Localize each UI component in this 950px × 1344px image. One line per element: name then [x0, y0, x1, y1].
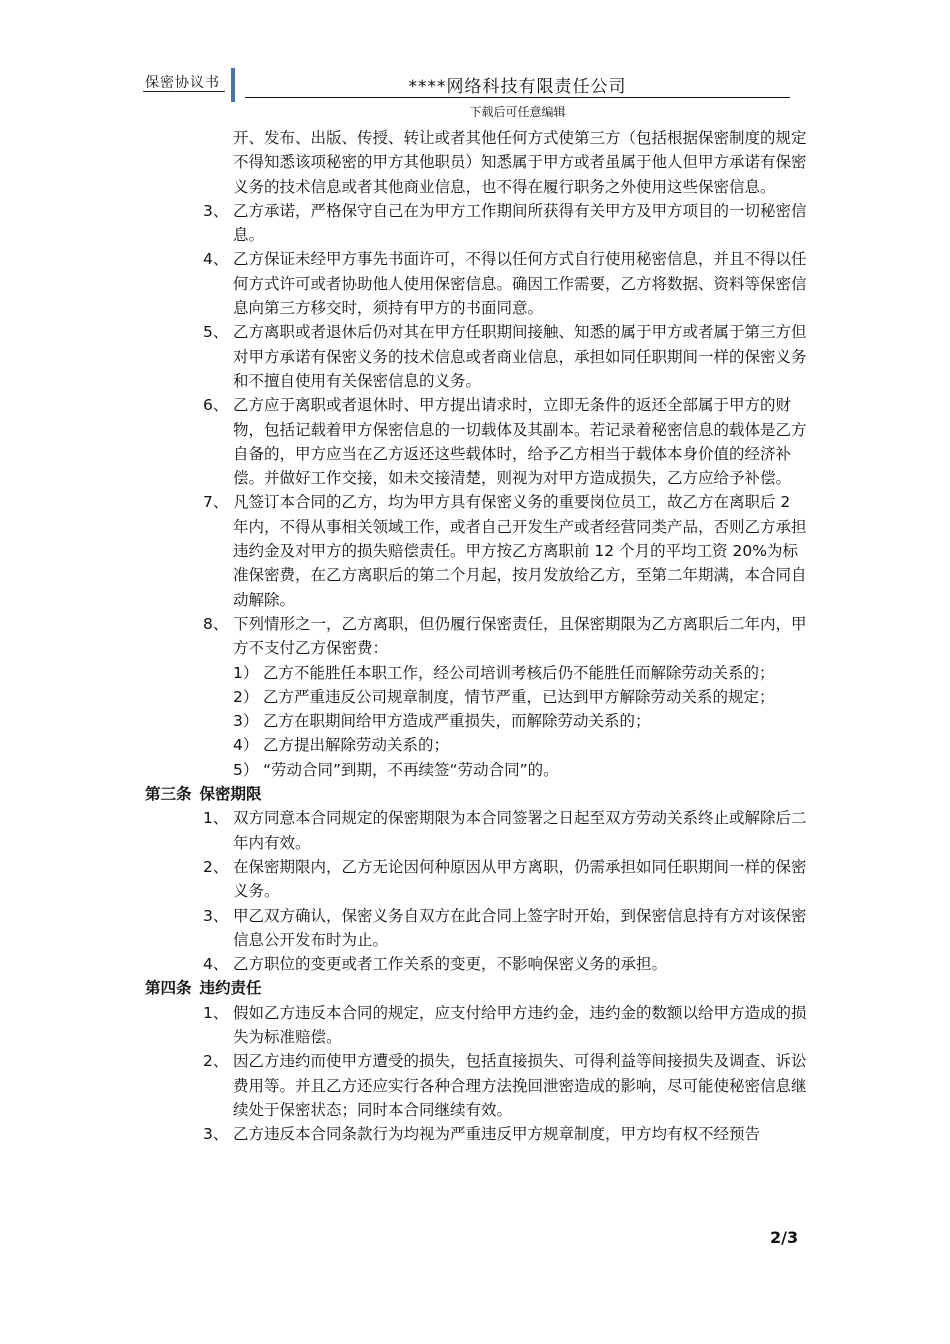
list-item: 1、 假如乙方违反本合同的规定，应支付给甲方违约金，违约金的数额以给甲方造成的损失为标准赔偿。	[203, 1003, 807, 1046]
list-item: 7、 凡签订本合同的乙方，均为甲方具有保密义务的重要岗位员工，故乙方在离职后 2 年内，不得从事相关领域工作，或者自己开发生产或者经营同类产品，否则乙方承担违约金及对甲方的损失赔偿责任。甲方按乙方离职前 12 个月的平均工资 20%为标准保密费，在乙方离职后的第二个月起，按月发放给乙方，至第二年期满，本合同自动解除。	[203, 493, 807, 609]
list-item: 5、 乙方离职或者退休后仍对其在甲方任职期间接触、知悉的属于甲方或者属于第三方但对甲方承诺有保密义务的技术信息或者商业信息，承担如同任职期间一样的保密义务和不擅自使用有关保密信息的义务。	[203, 323, 807, 390]
header-accent-bar	[231, 68, 235, 102]
section-4-items	[145, 1001, 810, 1147]
section-heading-4: 第四条 违约责任	[145, 979, 262, 998]
list-item: 3、 甲乙双方确认，保密义务自双方在此合同上签字时开始，到保密信息持有方对该保密信息公开发布时为止。	[203, 906, 807, 949]
section-heading-3: 第三条 保密期限	[145, 785, 262, 804]
clause-items-part1	[145, 199, 810, 661]
list-item: 6、 乙方应于离职或者退休时、甲方提出请求时，立即无条件的返还全部属于甲方的财物，包括记载着甲方保密信息的一切载体及其副本。若记录着秘密信息的载体是乙方自备的，甲方应当在乙方返还这些载体时，给予乙方相当于载体本身价值的经济补偿。并做好工作交接，如未交接清楚，则视为对甲方造成损失，乙方应给予补偿。	[203, 396, 807, 488]
section-3-items	[145, 806, 810, 976]
list-item: 2、 在保密期限内，乙方无论因何种原因从甲方离职，仍需承担如同任职期间一样的保密义务。	[203, 857, 807, 901]
sub-list-item: 3） 乙方在职期间给甲方造成严重损失，而解除劳动关系的；	[233, 712, 651, 731]
list-item: 2、 因乙方违约而使甲方遭受的损失，包括直接损失、可得利益等间接损失及调查、诉讼费用等。并且乙方还应实行各种合理方法挽回泄密造成的影响，尽可能使秘密信息继续处于保密状态；同时本合同继续有效。	[203, 1052, 807, 1119]
continuation-paragraph: 开、发布、出版、传授、转让或者其他任何方式使第三方（包括根据保密制度的规定不得知悉该项秘密的甲方其他职员）知悉属于甲方或者虽属于他人但甲方承诺有保密义务的技术信息或者其他商业信息，也不得在履行职务之外使用这些保密信息。	[233, 129, 807, 196]
sub-list-item: 4） 乙方提出解除劳动关系的；	[233, 736, 450, 755]
list-item: 3、 乙方违反本合同条款行为均视为严重违反甲方规章制度，甲方均有权不经预告	[203, 1125, 761, 1144]
sub-items	[145, 661, 810, 782]
header-subtitle: 下载后可任意编辑	[469, 105, 566, 119]
header-doc-label: 保密协议书	[145, 75, 220, 91]
list-item: 3、 乙方承诺，严格保守自己在为甲方工作期间所获得有关甲方及甲方项目的一切秘密信息。	[203, 201, 807, 245]
sub-list-item: 2） 乙方严重违反公司规章制度，情节严重，已达到甲方解除劳动关系的规定；	[233, 687, 775, 706]
header-company-name: ****网络科技有限责任公司	[408, 77, 627, 97]
list-item: 4、 乙方保证未经甲方事先书面许可，不得以任何方式自行使用秘密信息，并且不得以任何方式许可或者协助他人使用保密信息。确因工作需要，乙方将数据、资料等保密信息向第三方移交时，须持有甲方的书面同意。	[203, 250, 807, 318]
list-item: 4、 乙方职位的变更或者工作关系的变更，不影响保密义务的承担。	[203, 955, 668, 974]
list-item: 8、 下列情形之一，乙方离职，但仍履行保密责任，且保密期限为乙方离职后二年内，甲方不支付乙方保密费：	[203, 614, 807, 658]
document-body	[145, 126, 810, 1146]
sub-list-item: 5） “劳动合同”到期，不再续签“劳动合同”的。	[233, 760, 559, 779]
header-left-underline	[143, 91, 225, 92]
sub-list-item: 1） 乙方不能胜任本职工作，经公司培训考核后仍不能胜任而解除劳动关系的；	[233, 663, 775, 682]
page-number: 2/3	[770, 1228, 799, 1247]
list-item: 1、 双方同意本合同规定的保密期限为本合同签署之日起至双方劳动关系终止或解除后二年内有效。	[203, 809, 807, 852]
header-rule	[245, 97, 790, 98]
